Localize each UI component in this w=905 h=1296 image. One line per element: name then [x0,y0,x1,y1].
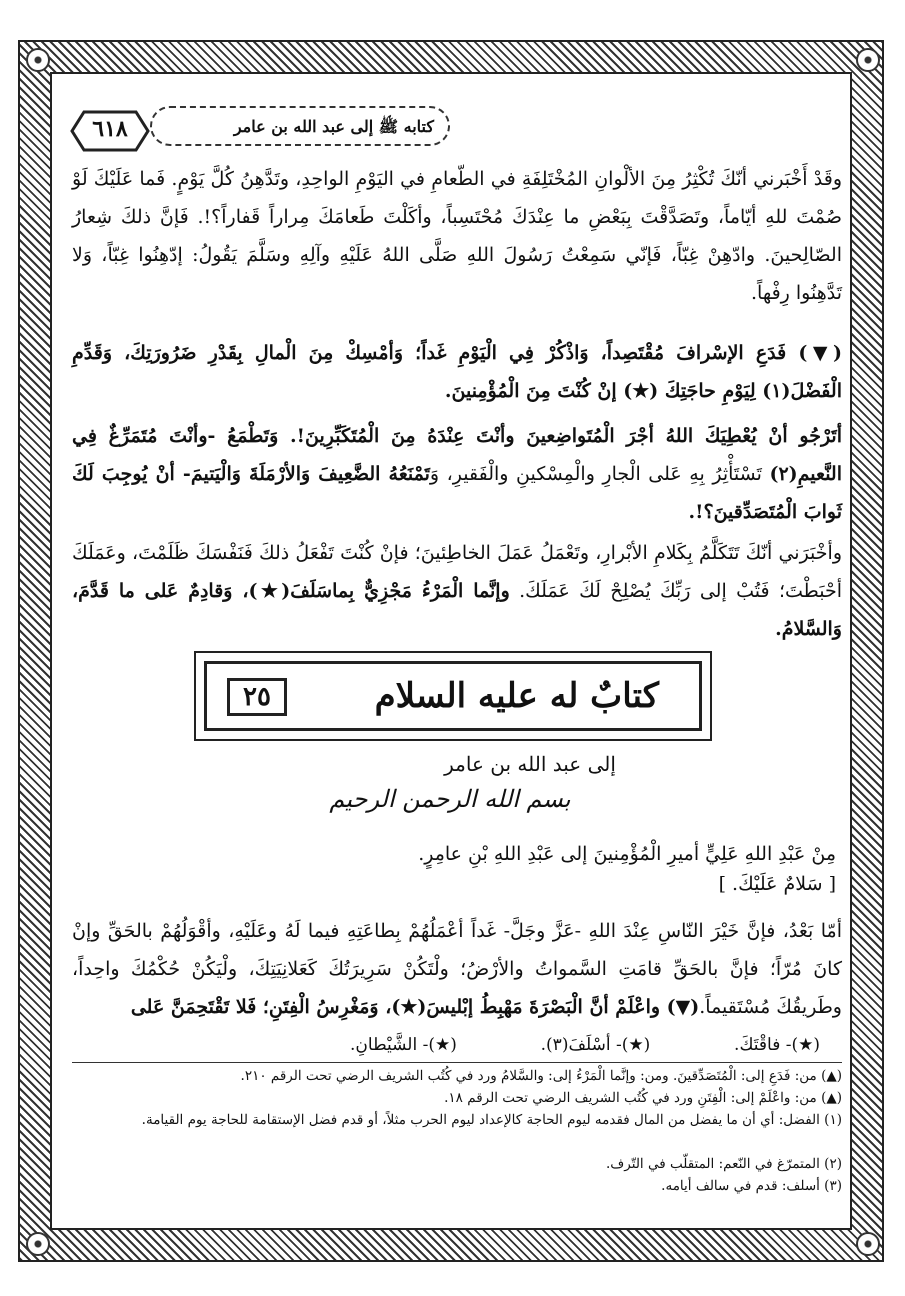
footnotes-divider [72,1062,842,1063]
gloss-item: (★)- أسْلَفَ(٣). [540,1035,651,1055]
paragraph-5 [72,912,842,1026]
corner-ornament-icon [856,1232,880,1256]
paragraph-5-plain: أمّا بَعْدُ، فإنَّ خَيْرَ النّاسِ عِنْدَ اللهِ -عَزَّ وجَلَّ- غَداً أعْمَلُهُمْ بِطاعَتِهِ فيما لَهُ وعَلَيْهِ، وأقْوَلُهُمْ بالحَقِّ وإنْ كانَ مُرّاً؛ فإنَّ بالحَقِّ قامَتِ السَّمواتُ والأرْضُ؛ ولْتَكُنْ سَرِيرَتُكَ كَعَلانِيَتِكَ، ولْيَكُنْ حُكْمُكَ واحِداً، وطَريقُكَ مُسْتَقيماً. [72,920,842,1018]
salam-line: [ سَلامٌ عَلَيْكَ. ] [718,873,836,895]
paragraph-3-em-start: أتَرْجُو أنْ يُعْطِيَكَ اللهُ أجْرَ الْمُتَواضِعينَ وأنْتَ عِنْدَهُ مِنَ الْمُتَكَبِّرِينَ!. وَتَطْمَعُ -وأنْتَ مُتَمَرِّغٌ فِي النَّعيمِ(٢) [72,425,842,485]
paragraph-1: وقَدْ أَخْبَرني أنّكَ تُكْثِرُ مِنَ الألْوانِ المُخْتَلِفَةِ في الطّعامِ في اليَوْمِ الواحِدِ، وتَدَّهِنُ كُلَّ يَوْمٍ. فَما عَلَيْكَ لَوْ صُمْتَ للهِ أيّاماً، وتَصَدَّقْتَ بِبَعْضِ ما عِنْدَكَ مُحْتَسِباً، وأكَلْتَ طَعامَكَ مِراراً قَفاراً؟!. فَإنَّ ذلكَ شِعارُ الصّالِحينَ. وادّهِنْ غِبّاً، فَإنّي سَمِعْتُ رَسُولَ اللهِ صَلَّى اللهُ عَلَيْهِ وآلِهِ وسَلَّمَ يَقُولُ: إدّهِنُوا غِبّاً، وَلا تَدَّهِنُوا رِفْهاً. [72,168,843,304]
corner-ornament-icon [856,48,880,72]
page-number-badge [62,106,158,156]
basmala-calligraphy: بسم الله الرحمن الرحيم [329,785,571,813]
running-header-text: كتابه ﷺ إلى عبد الله بن عامر [233,117,434,136]
from-line: مِنْ عَبْدِ اللهِ عَلِيٍّ أميرِ الْمُؤْمِنينَ إلى عَبْدِ اللهِ بْنِ عامِرٍ. [418,843,836,865]
footnote: (١) الفضل: أي أن ما يفضل من المال فقدمه ليوم الحاجة كالإعداد ليوم الحرب مثلاً، أو قدم فضل الإستقامة للحاجة يوم القيامة. [141,1112,842,1128]
letter-recipient: إلى عبد الله بن عامر [444,752,616,776]
paragraph-4 [72,534,842,648]
footnote: (▲) من: واعْلَمْ إلى: الْفِتَنِ ورد في كُتُب الشريف الرضي تحت الرقم ١٨. [444,1090,842,1106]
running-header [150,106,450,146]
paragraph-3 [72,417,842,531]
gloss-item: (★)- فاقْتَكَ. [734,1035,820,1055]
letter-title-inner [204,661,702,731]
page-number: ٦١٨ [92,116,128,142]
corner-ornament-icon [26,48,50,72]
paragraph-3-em-end: تَمْنَعُهُ الضَّعِيفَ وَالأرْمَلَةَ وَالْيَتيمَ- أنْ يُوجِبَ لَكَ ثَوابَ الْمُتَصَدِّقينَ؟!. [72,463,842,523]
glosses-row [350,1035,820,1055]
footnote: (▲) من: فَدَعِ إلى: الْمُتَصَدِّقينَ. ومن: وإنَّما الْمَرْءُ إلى: والسَّلامُ ورد في كُتُب الشريف الرضي تحت الرقم ٢١٠. [240,1068,842,1084]
paragraph-4-plain: وأخْبَرَني أنّكَ تَتَكَلَّمُ بِكَلامِ الأبْرارِ، وتَعْمَلُ عَمَلَ الخاطِئينَ؛ فإنْ كُنْتَ تَفْعَلُ ذلكَ فَنَفْسَكَ ظَلَمْتَ، وعَمَلَكَ أحْبَطْتَ؛ فَتُبْ إلى رَبِّكَ يُصْلِحْ لَكَ عَمَلَكَ. [72,542,842,602]
corner-ornament-icon [26,1232,50,1256]
gloss-item: (★)- الشَّيْطانِ. [350,1035,457,1055]
footnote: (٣) أسلف: قدم في سالف أيامه. [661,1178,842,1194]
footnote: (٢) المتمرّغ في النّعم: المتقلّب في التّرف. [606,1156,842,1172]
paragraph-5-em: (▼) واعْلَمْ أنَّ الْبَصْرَةَ مَهْبِطُ إبْليسَ(★)، وَمَغْرِسُ الْفِتَنِ؛ فَلا تَقْتَحِمَنَّ عَلى [130,996,700,1018]
letter-title-box [194,651,712,741]
paragraph-4-em: وإنَّما الْمَرْءُ مَجْزِيٌّ بِماسَلَفَ(★)، وَقادِمٌ عَلى ما قَدَّمَ، وَالسَّلامُ. [72,580,842,640]
letter-number: ٢٥ [227,678,287,716]
letter-title: كتابٌ له عليه السلام [374,676,659,716]
paragraph-2: (▼) فَدَعِ الإسْرافَ مُقْتَصِداً، وَاذْكُرْ فِي الْيَوْمِ غَداً؛ وَأمْسِكْ مِنَ الْمالِ بِقَدْرِ ضَرُورَتِكَ، وَقَدِّمِ الْفَضْلَ(١) لِيَوْمِ حاجَتِكَ (★) إنْ كُنْتَ مِنَ الْمُؤْمِنينَ. [72,342,842,402]
paragraph-3-middle: تَسْتَأْثِرُ بِهِ عَلى الْجارِ والْمِسْكينِ والْفَقيرِ، وَ [429,463,770,485]
